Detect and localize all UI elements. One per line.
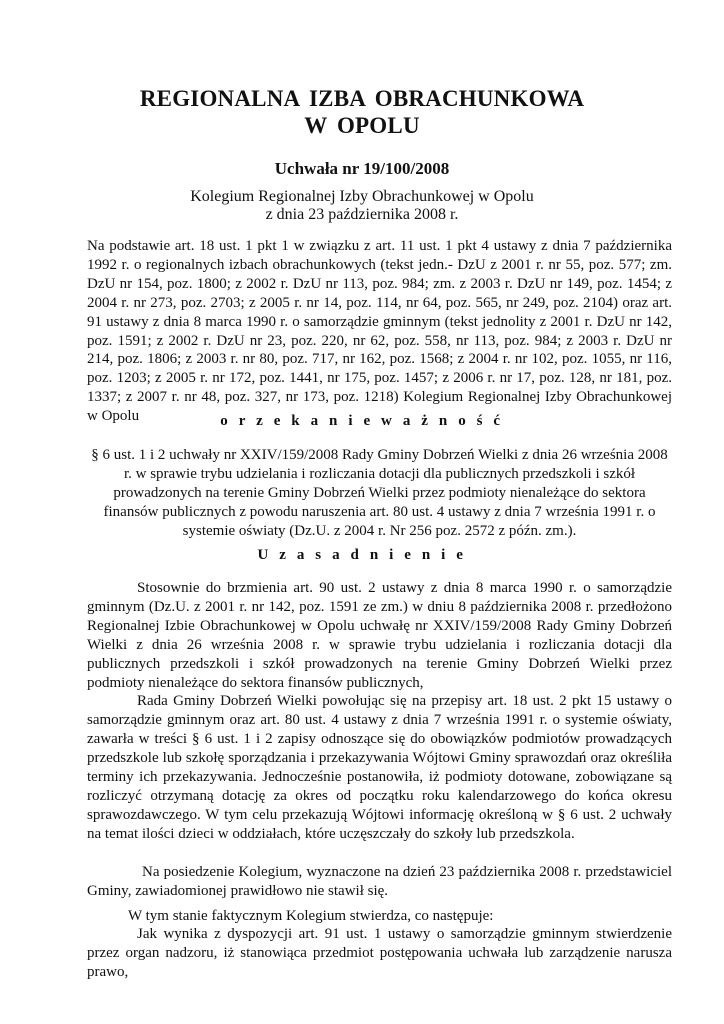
header-line-2: W OPOLU xyxy=(304,113,420,138)
justification-paragraph-5: Jak wynika z dyspozycji art. 91 ust. 1 ustawy o samorządzie gminnym stwierdzenie przez organ nadzoru, iż stanowiąca przedmiot postępowania uchwała lub zarządzenie narusza prawo, xyxy=(87,926,672,981)
resolution-issuer: Kolegium Regionalnej Izby Obrachunkowej w Opolu xyxy=(190,188,534,205)
paragraph-gap xyxy=(87,844,672,863)
legal-basis-text: Na podstawie art. 18 ust. 1 pkt 1 w związku z art. 11 ust. 1 pkt 4 ustawy z dnia 7 października 1992 r. o regionalnych izbach obrachunkowych (tekst jedn.- DzU z 2001 r. nr 55, poz. 577; zm. DzU nr 154, poz. 1800; z 2002 r. DzU nr 113, poz. 984; zm. z 2003 r. DzU nr 149, poz. 1454; z 2004 r. nr 273, poz. 2703; z 2005 r. nr 14, poz. 114, nr 64, poz. 565, nr 249, poz. 2104) oraz art. 91 ustawy z dnia 8 marca 1990 r. o samorządzie gminnym (tekst jednolity z 2001 r. DzU nr 142, poz. 1591; z 2002 r. DzU nr 23, poz. 220, nr 62, poz. 558, nr 113, poz. 984; z 2003 r. DzU nr 214, poz. 1806; z 2003 r. nr 80, poz. 717, nr 162, poz. 1568; z 2004 r. nr 102, poz. 1055, nr 116, poz. 1203; z 2005 r. nr 172, poz. 1441, nr 175, poz. 1457; z 2006 r. nr 17, poz. 128, nr 181, poz. 1337; z 2007 r. nr 48, poz. 327, nr 173, poz. 1218) Kolegium Regionalnej Izby Obrachunkowej w Opolu xyxy=(87,238,672,425)
justification-paragraph-1: Stosownie do brzmienia art. 90 ust. 2 ustawy z dnia 8 marca 1990 r. o samorządzie gminnym (Dz.U. z 2001 r. nr 142, poz. 1591 ze zm.) w dniu 8 października 2008 r. przedłożono Regionalnej Izbie Obrachunkowej w Opolu uchwałę nr XXIV/159/2008 Rady Gminy Dobrzeń Wielki z dnia 26 września 2008 r. w sprawie trybu udzielania i rozliczania dotacji dla publicznych przedszkoli i szkół prowadzonych na terenie Gminy Dobrzeń Wielki przez podmioty nienależące do sektora finansów publicznych, xyxy=(87,580,672,691)
justification-paragraph-4: W tym stanie faktycznym Kolegium stwierdza, co następuje: xyxy=(128,907,494,924)
header-line-1: REGIONALNA IZBA OBRACHUNKOWA xyxy=(139,86,585,111)
justification-heading: U z a s a d n i e n i e xyxy=(257,547,467,563)
justification-paragraph-3: Na posiedzenie Kolegium, wyznaczone na dzień 23 października 2008 r. przedstawiciel Gminy, zawiadomionej prawidłowo nie stawił się. xyxy=(87,863,672,899)
ruling-heading: o r z e k a n i e w a ż n o ś ć xyxy=(220,413,504,429)
resolution-date: z dnia 23 października 2008 r. xyxy=(265,206,459,223)
justification-paragraph-2: Rada Gminy Dobrzeń Wielki powołując się na przepisy art. 18 ust. 2 pkt 15 ustawy o samorządzie gminnym oraz art. 80 ust. 4 ustawy z dnia 7 września 1991 r. o systemie oświaty, zawarła w treści § 6 ust. 1 i 2 zapisy odnoszące się do obowiązków podmiotów prowadzących przedszkole lub szkołę sporządzania i przekazywania Wójtowi Gminy sprawozdań oraz określiła terminy ich przekazywania. Jednocześnie postanowiła, iż podmioty dotowane, zobowiązane są rozliczyć otrzymaną dotację za okres od początku roku kalendarzowego do końca okresu sprawozdawczego. W tym celu przekazują Wójtowi informację określoną w § 6 ust. 2 uchwały na temat ilości dzieci w oddziałach, które uczęszczały do szkoły lub przedszkola. xyxy=(87,693,672,842)
legal-basis-paragraph xyxy=(87,237,672,426)
ruling-paragraph xyxy=(87,446,672,541)
justification-body xyxy=(87,579,672,982)
resolution-number: Uchwała nr 19/100/2008 xyxy=(274,159,450,178)
ruling-text: § 6 ust. 1 i 2 uchwały nr XXIV/159/2008 Rady Gminy Dobrzeń Wielki z dnia 26 września 2008 r. w sprawie trybu udzielania i rozliczania dotacji dla publicznych przedszkoli i szkół prowadzonych na terenie Gminy Dobrzeń Wielki przez podmioty nienależące do sektora finansów publicznych z powodu naruszenia art. 80 ust. 4 ustawy z dnia 7 września 1991 r. o systemie oświaty (Dz.U. z 2004 r. Nr 256 poz. 2572 z późn. zm.). xyxy=(91,447,668,539)
